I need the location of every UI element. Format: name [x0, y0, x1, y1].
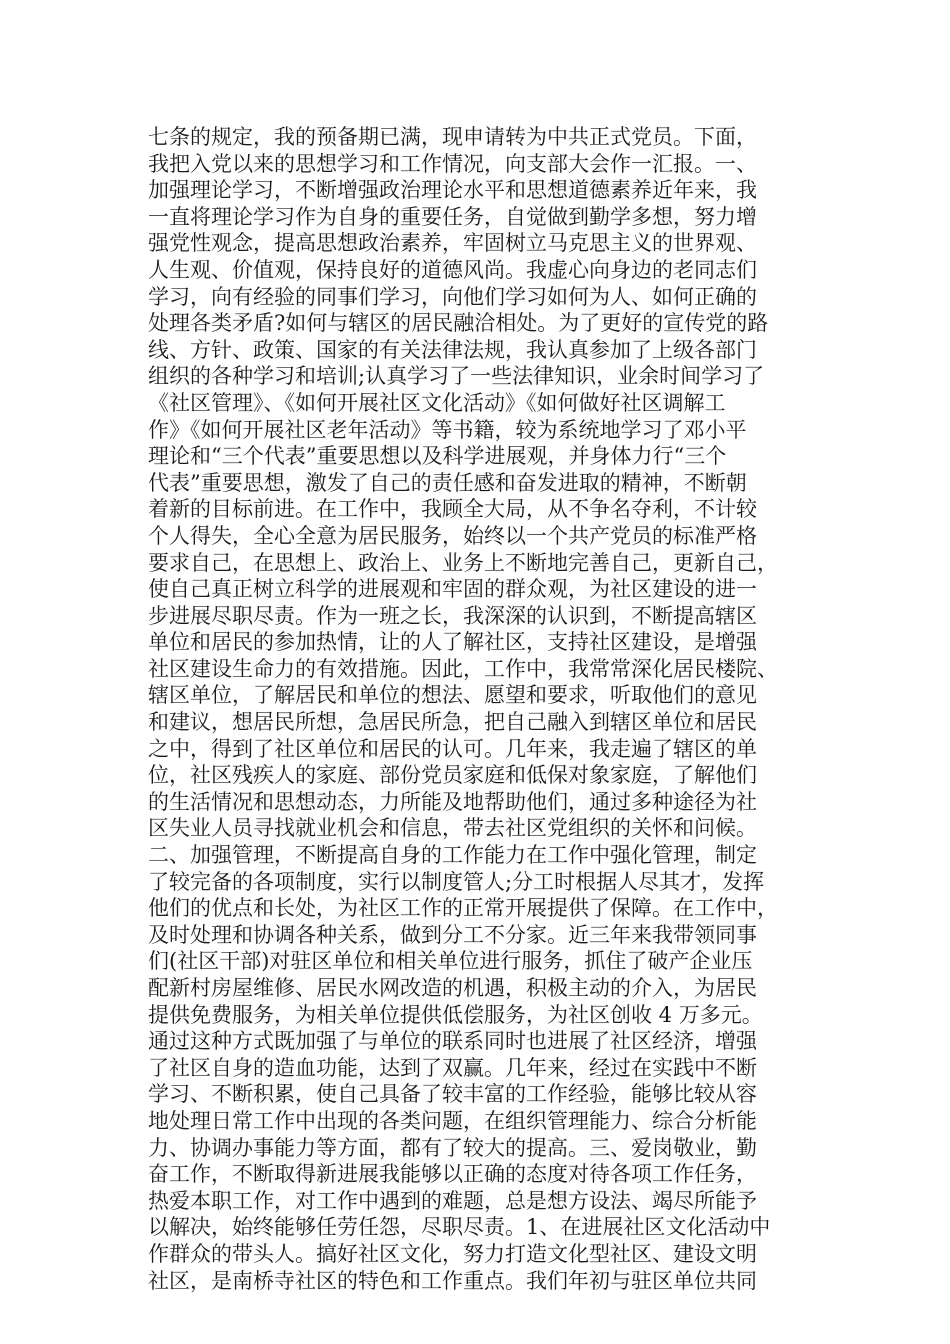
text-line: 奋工作，不断取得新进展我能够以正确的态度对待各项工作任务， — [148, 1162, 757, 1187]
text-line: 学习，向有经验的同事们学习，向他们学习如何为人、如何正确的 — [148, 284, 757, 309]
text-line: 单位和居民的参加热情，让的人了解社区，支持社区建设，是增强 — [148, 630, 757, 655]
text-line: 社区建设生命力的有效措施。因此，工作中，我常常深化居民楼院、 — [148, 656, 778, 681]
text-line: 理论和“三个代表”重要思想以及科学进展观，并身体力行“三个 — [148, 444, 727, 469]
text-line: 之中，得到了社区单位和居民的认可。几年来，我走遍了辖区的单 — [148, 736, 757, 761]
text-line: 及时处理和协调各种关系，做到分工不分家。近三年来我带领同事 — [148, 922, 757, 947]
text-line: 一直将理论学习作为自身的重要任务，自觉做到勤学多想，努力增 — [148, 204, 757, 229]
text-line: 二、加强管理，不断提高自身的工作能力在工作中强化管理，制定 — [148, 843, 757, 868]
text-line: 步进展尽职尽责。作为一班之长，我深深的认识到，不断提高辖区 — [148, 603, 757, 628]
text-line: 区失业人员寻找就业机会和信息，带去社区党组织的关怀和问候。 — [148, 816, 757, 841]
text-line: 们(社区干部)对驻区单位和相关单位进行服务，抓住了破产企业压 — [148, 949, 753, 974]
text-line: 通过这种方式既加强了与单位的联系同时也进展了社区经济，增强 — [148, 1029, 757, 1054]
text-line: 地处理日常工作中出现的各类问题，在组织管理能力、综合分析能 — [148, 1108, 757, 1133]
text-line: 热爱本职工作，对工作中遇到的难题，总是想方设法、竭尽所能予 — [148, 1188, 757, 1213]
text-line: 线、方针、政策、国家的有关法律法规，我认真参加了上级各部门 — [148, 337, 757, 362]
text-line: 强党性观念，提高思想政治素养，牢固树立马克思主义的世界观、 — [148, 231, 757, 256]
text-line: 加强理论学习，不断增强政治理论水平和思想道德素养近年来，我 — [148, 178, 757, 203]
text-line: 位，社区残疾人的家庭、部份党员家庭和低保对象家庭，了解他们 — [148, 763, 757, 788]
text-line: 了较完备的各项制度，实行以制度管人;分工时根据人尽其才，发挥 — [148, 869, 765, 894]
text-line: 辖区单位，了解居民和单位的想法、愿望和要求，听取他们的意见 — [148, 683, 757, 708]
text-line: 我把入党以来的思想学习和工作情况，向支部大会作一汇报。一、 — [148, 151, 757, 176]
text-line: 着新的目标前进。在工作中，我顾全大局，从不争名夺利，不计较 — [148, 497, 757, 522]
text-line: 个人得失，全心全意为居民服务，始终以一个共产党员的标准严格 — [148, 523, 757, 548]
text-line: 的生活情况和思想动态，力所能及地帮助他们，通过多种途径为社 — [148, 789, 757, 814]
text-line: 学习、不断积累，使自己具备了较丰富的工作经验，能够比较从容 — [148, 1082, 757, 1107]
text-line: 七条的规定，我的预备期已满，现申请转为中共正式党员。下面， — [148, 125, 757, 149]
text-line: 以解决，始终能够任劳任怨，尽职尽责。1、在进展社区文化活动中 — [148, 1215, 771, 1240]
text-line: 了社区自身的造血功能，达到了双赢。几年来，经过在实践中不断 — [148, 1055, 757, 1080]
text-line: 力、协调办事能力等方面，都有了较大的提高。三、爱岗敬业，勤 — [148, 1135, 757, 1160]
text-line: 组织的各种学习和培训;认真学习了一些法律知识，业余时间学习了 — [148, 364, 765, 389]
body-text — [148, 124, 808, 1294]
text-line: 使自己真正树立科学的进展观和牢固的群众观，为社区建设的进一 — [148, 577, 757, 602]
text-line: 作群众的带头人。搞好社区文化，努力打造文化型社区、建设文明 — [148, 1241, 757, 1266]
text-line: 和建议，想居民所想，急居民所急，把自己融入到辖区单位和居民 — [148, 710, 757, 735]
text-line: 社区，是南桥寺社区的特色和工作重点。我们年初与驻区单位共同 — [148, 1268, 757, 1293]
text-line: 作》《如何开展社区老年活动》等书籍，较为系统地学习了邓小平 — [148, 417, 747, 442]
text-line: 代表”重要思想，激发了自己的责任感和奋发进取的精神，不断朝 — [148, 470, 747, 495]
text-line: 《社区管理》、《如何开展社区文化活动》《如何做好社区调解工 — [148, 390, 726, 415]
text-line: 提供免费服务，为相关单位提供低偿服务，为社区创收 4 万多元。 — [148, 1002, 763, 1027]
text-line: 要求自己，在思想上、政治上、业务上不断地完善自己，更新自己， — [148, 550, 778, 575]
text-line: 人生观、价值观，保持良好的道德风尚。我虚心向身边的老同志们 — [148, 257, 757, 282]
text-line: 处理各类矛盾?如何与辖区的居民融洽相处。为了更好的宣传党的路 — [148, 311, 769, 336]
text-line: 他们的优点和长处，为社区工作的正常开展提供了保障。在工作中， — [148, 896, 778, 921]
text-line: 配新村房屋维修、居民水网改造的机遇，积极主动的介入，为居民 — [148, 976, 757, 1000]
